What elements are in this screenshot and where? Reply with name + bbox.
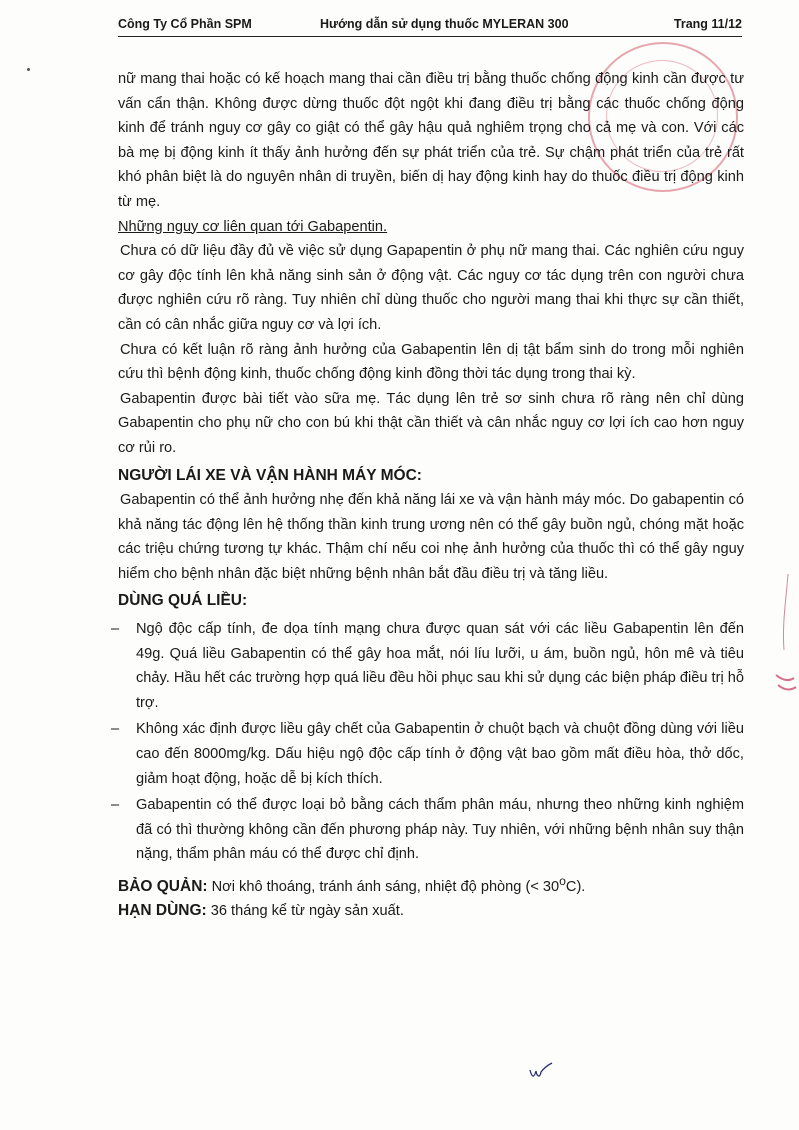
paragraph-pregnancy-data: Chưa có dữ liệu đầy đủ về việc sử dụng Gapapentin ở phụ nữ mang thai. Các nghiên cứu nguy cơ gây độc tính lên khả năng sinh sản ở động vật. Các nguy cơ tác dụng trên con người chưa được nghiên cứu rõ ràng. Tuy nhiên chỉ dùng thuốc cho người mang thai khi thực sự cần thiết, cần có cân nhắc giữa nguy cơ và lợi ích. [118,243,744,333]
list-item: – Gabapentin có thể được loại bỏ bằng cách thẩm phân máu, nhưng theo những kinh nghiệm đã có thì thường không cần đến phương pháp này. Tuy nhiên, với những bệnh nhân suy thận nặng, thẩm phân máu có thể được chỉ định. [114,793,744,867]
header-company: Công Ty Cổ Phần SPM [118,17,252,31]
heading-overdose: DÙNG QUÁ LIỀU: [118,592,248,610]
page-header [118,14,742,37]
header-document-title: Hướng dẫn sử dụng thuốc MYLERAN 300 [320,17,569,31]
storage-label: BẢO QUẢN: [118,877,208,895]
paragraph-pregnancy-continued: nữ mang thai hoặc có kế hoạch mang thai cần điều trị bằng thuốc chống động kinh cần được tư vấn cẩn thận. Không được dừng thuốc đột ngột khi đang điều trị bằng các thuốc chống động kinh để tránh nguy cơ gây co giật có thể gây hậu quả nghiêm trọng cho cả mẹ và con. Với các bà mẹ bị động kinh ít thấy ảnh hưởng đến sự phát triển của trẻ. Sự chậm phát triển của trẻ rất khó phân biệt là do nguyên nhân di truyền, biến dị hay động kinh hay do thuốc điều trị động kinh từ mẹ. [118,71,744,210]
storage-text: Nơi khô thoáng, tránh ánh sáng, nhiệt độ phòng (< 30 [211,878,560,895]
paragraph-birth-defects: Chưa có kết luận rõ ràng ảnh hưởng của Gabapentin lên dị tật bẩm sinh do trong mỗi nghiên cứu thì bệnh động kinh, thuốc chống động kinh đồng thời tác dụng trong thai kỳ. [118,341,744,383]
paragraph-breastfeeding: Gabapentin được bài tiết vào sữa mẹ. Tác dụng lên trẻ sơ sinh chưa rõ ràng nên chỉ dùng Gabapentin cho phụ nữ cho con bú khi thật cần thiết và cân nhắc nguy cơ lợi ích cao hơn nguy cơ rủi ro. [118,390,744,456]
margin-signature-mark [770,570,798,700]
heading-driving-machinery: NGƯỜI LÁI XE VÀ VẬN HÀNH MÁY MÓC: [118,466,422,484]
handwritten-initial-signature [528,1062,554,1082]
document-body [118,67,744,924]
list-item: – Ngộ độc cấp tính, đe dọa tính mạng chưa được quan sát với các liều Gabapentin lên đến 49g. Quá liều Gabapentin có thể gây hoa mắt, nói líu lưỡi, u ám, buồn ngủ, hôn mê và tiêu chảy. Hầu hết các trường hợp quá liều đều hồi phục sau khi sử dụng các biện pháp điều trị hỗ trợ. [114,617,744,715]
list-item: – Không xác định được liều gây chết của Gabapentin ở chuột bạch và chuột đồng dùng với liều cao đến 8000mg/kg. Dấu hiệu ngộ độc cấp tính ở động vật bao gồm mất điều hòa, thở dốc, giảm hoạt động, hoặc dễ bị kích thích. [114,717,744,791]
scan-dot [27,68,30,71]
expiry-line [118,899,744,924]
expiry-text: 36 tháng kể từ ngày sản xuất. [210,903,404,920]
header-page-number: Trang 11/12 [673,17,742,31]
expiry-label: HẠN DÙNG: [118,902,207,920]
degree-superscript: o [559,874,566,888]
paragraph-driving-machinery: Gabapentin có thể ảnh hưởng nhẹ đến khả năng lái xe và vận hành máy móc. Do gabapentin có khả năng tác động lên hệ thống thần kinh trung ương nên có thể gây buồn ngủ, chóng mặt hoặc các triệu chứng tương tự khác. Thậm chí nếu coi nhẹ ảnh hưởng của thuốc thì có thể gây nguy hiểm cho bệnh nhân đặc biệt những bệnh nhân bắt đầu điều trị và tăng liều. [118,492,744,582]
storage-tail: C). [565,878,586,895]
storage-line [118,869,744,899]
subheading-gabapentin-risks: Những nguy cơ liên quan tới Gabapentin. [118,218,388,235]
overdose-list [118,617,744,867]
